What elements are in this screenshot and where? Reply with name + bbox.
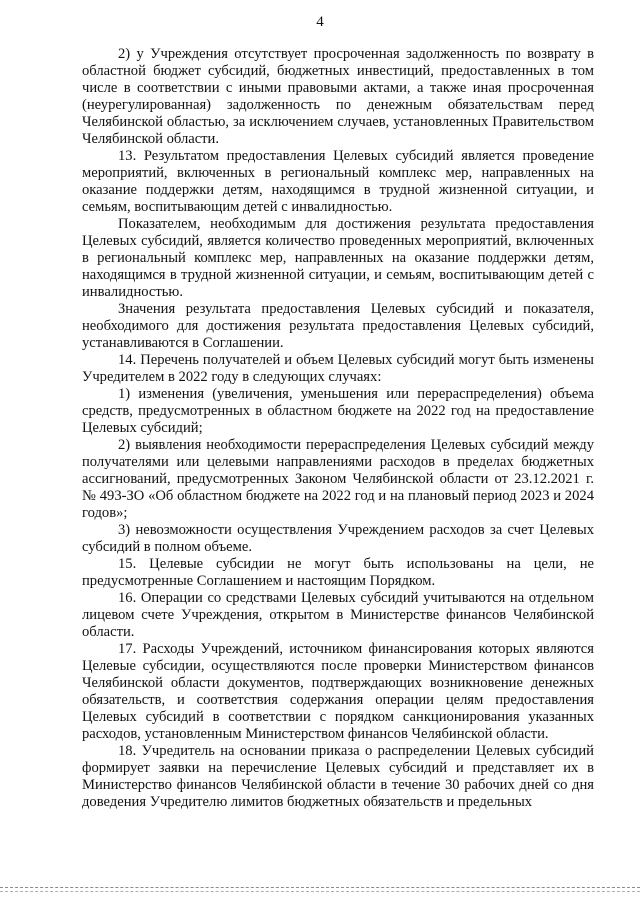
paragraph: 13. Результатом предоставления Целевых субсидий является проведение мероприятий, включенных в региональный комплекс мер, направленных на оказание поддержки детям, находящимся в трудной жизненной ситуации, и семьям, воспитывающим детей с инвалидностью. (82, 148, 594, 215)
paragraph: 2) выявления необходимости перераспределения Целевых субсидий между получателями или целевыми направлениями расходов в пределах бюджетных ассигнований, предусмотренных Законом Челябинской области от 23.12.2021 г. № 493-ЗО «Об областном бюджете на 2022 год и на плановый период 2023 и 2024 годов»; (82, 437, 594, 521)
paragraph: 15. Целевые субсидии не могут быть использованы на цели, не предусмотренные Соглашением и настоящим Порядком. (82, 556, 594, 589)
paragraph: 17. Расходы Учреждений, источником финансирования которых являются Целевые субсидии, осуществляются после проверки Министерством финансов Челябинской области документов, подтверждающих возникновение денежных обязательств, и соответствия содержания операции целям предоставления Целевых субсидий в соответствии с порядком санкционирования указанных расходов, установленным Министерством финансов Челябинской области. (82, 641, 594, 742)
paragraph: 14. Перечень получателей и объем Целевых субсидий могут быть изменены Учредителем в 2022 году в следующих случаях: (82, 352, 594, 385)
document-body (82, 46, 594, 811)
paragraph: 18. Учредитель на основании приказа о распределении Целевых субсидий формирует заявки на перечисление Целевых субсидий и представляет их в Министерство финансов Челябинской области в течение 30 рабочих дней со дня доведения Учредителю лимитов бюджетных обязательств и предельных (82, 743, 594, 810)
page-bottom-divider (0, 891, 640, 892)
paragraph: 16. Операции со средствами Целевых субсидий учитываются на отдельном лицевом счете Учреждения, открытом в Министерстве финансов Челябинской области. (82, 590, 594, 640)
paragraph: 3) невозможности осуществления Учреждением расходов за счет Целевых субсидий в полном объеме. (82, 522, 594, 555)
paragraph: 1) изменения (увеличения, уменьшения или перераспределения) объема средств, предусмотренных в областном бюджете на 2022 год на предоставление Целевых субсидий; (82, 386, 594, 436)
page-bottom-divider (0, 887, 640, 888)
paragraph: 2) у Учреждения отсутствует просроченная задолженность по возврату в областной бюджет субсидий, бюджетных инвестиций, предоставленных в том числе в соответствии с иными правовыми актами, а также иная просроченная (неурегулированная) задолженность по денежным обязательствам перед Челябинской областью, за исключением случаев, установленных Правительством Челябинской области. (82, 46, 594, 147)
paragraph: Значения результата предоставления Целевых субсидий и показателя, необходимого для достижения результата предоставления Целевых субсидий, устанавливаются в Соглашении. (82, 301, 594, 351)
page-number: 4 (316, 14, 324, 30)
paragraph: Показателем, необходимым для достижения результата предоставления Целевых субсидий, является количество проведенных мероприятий, включенных в региональный комплекс мер, направленных на оказание поддержки детям, находящимся в трудной жизненной ситуации, и семьям, воспитывающим детей с инвалидностью. (82, 216, 594, 300)
